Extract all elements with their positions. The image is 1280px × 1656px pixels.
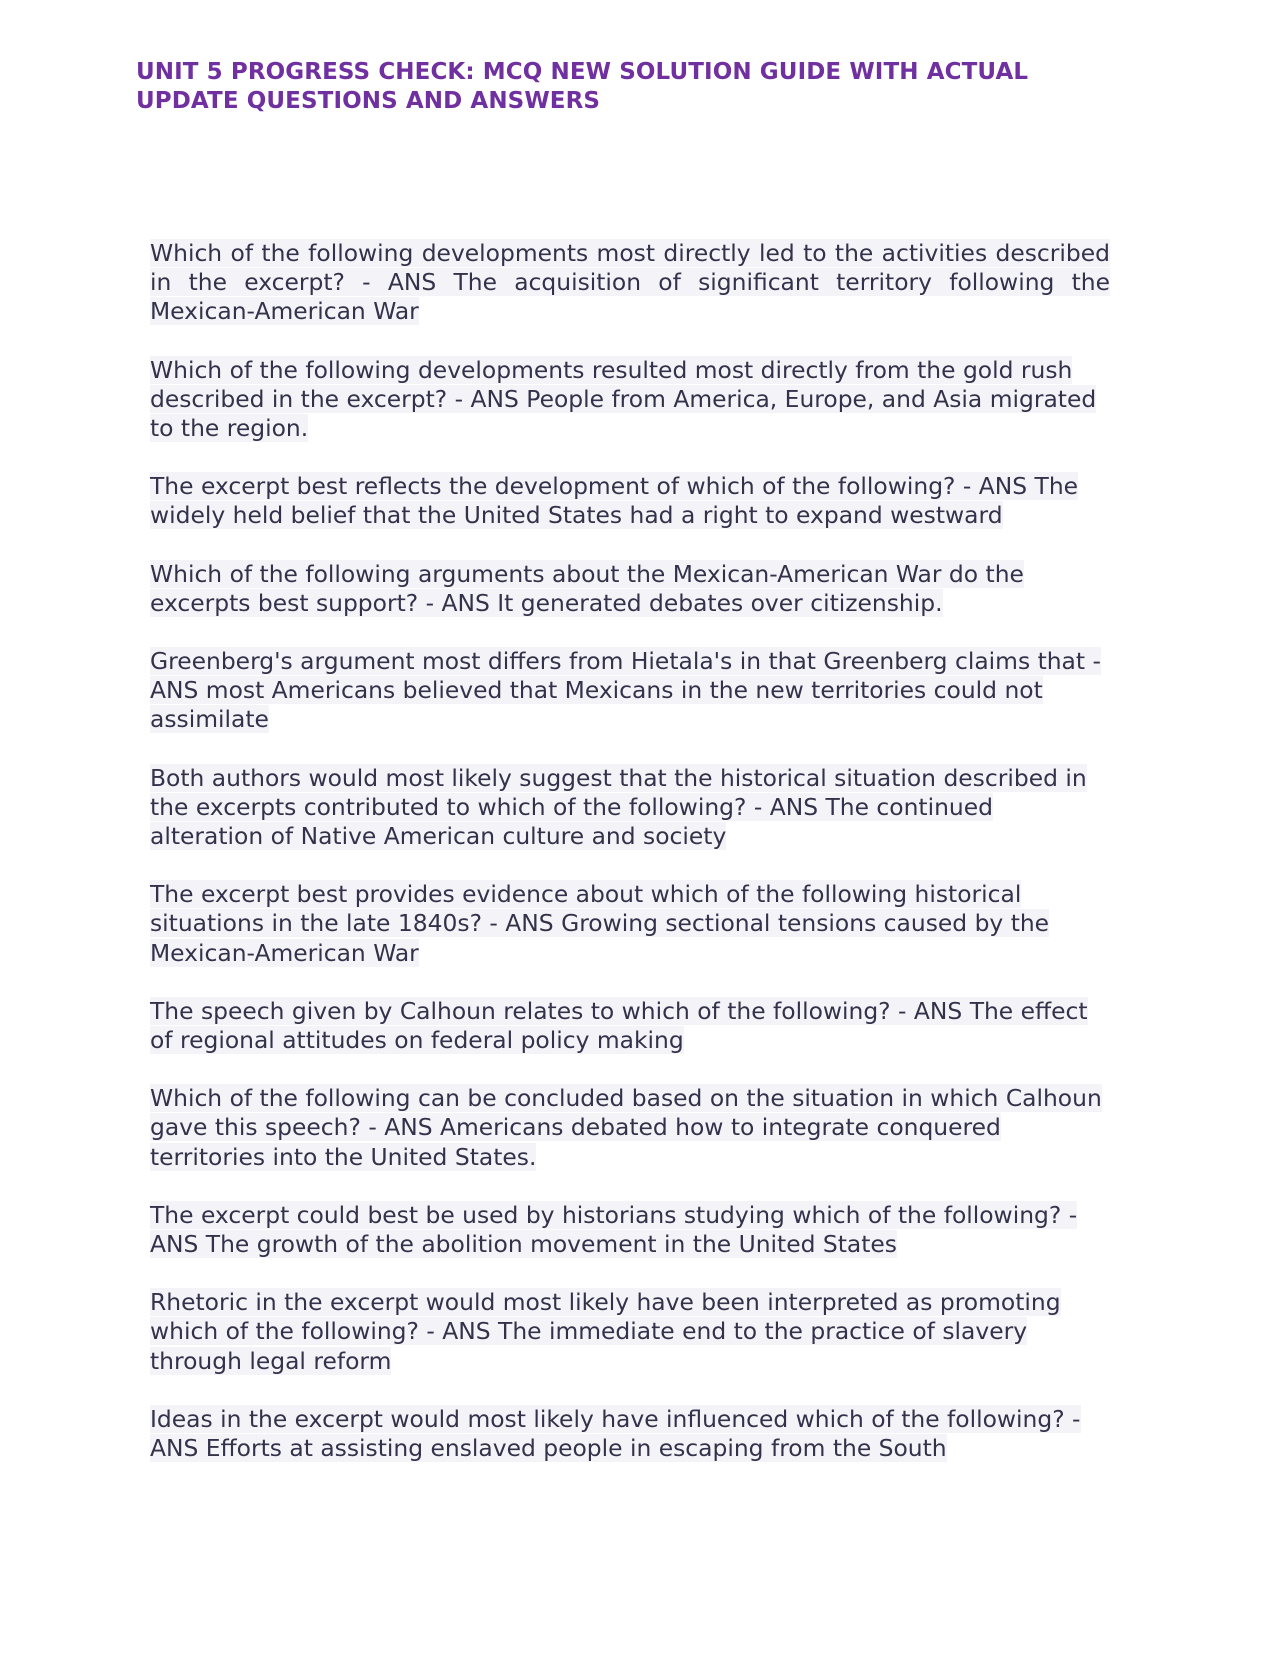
qa-item xyxy=(150,880,1110,968)
qa-item xyxy=(150,997,1110,1055)
qa-item xyxy=(150,560,1110,618)
qa-text: Which of the following can be concluded based on the situation in which Calhoun gave this speech? - ANS Americans debated how to integrate conquered territories into the United States. xyxy=(150,1084,1102,1171)
qa-text: Which of the following developments most directly led to the activities described in the excerpt? - ANS The acquisition of significant territory following the Mexican-American War xyxy=(150,239,1110,326)
qa-item xyxy=(150,239,1110,327)
qa-text: The excerpt best reflects the development of which of the following? - ANS The widely held belief that the United States had a right to expand westward xyxy=(150,472,1079,530)
qa-item xyxy=(150,472,1110,530)
qa-text: The speech given by Calhoun relates to which of the following? - ANS The effect of regional attitudes on federal policy making xyxy=(150,996,1088,1055)
qa-item xyxy=(150,647,1110,735)
qa-text: Which of the following arguments about the Mexican-American War do the excerpts best support? - ANS It generated debates over citizenship. xyxy=(150,559,1024,617)
qa-item xyxy=(150,764,1110,852)
qa-text: The excerpt best provides evidence about which of the following historical situations in the late 1840s? - ANS Growing sectional tensions caused by the Mexican-American War xyxy=(150,880,1050,967)
question-answer-list xyxy=(150,239,1110,1492)
qa-text: Which of the following developments resulted most directly from the gold rush described in the excerpt? - ANS People from America, Europe, and Asia migrated to the region. xyxy=(150,355,1097,443)
qa-item xyxy=(150,1288,1110,1376)
qa-text: Both authors would most likely suggest that the historical situation described in the excerpts contributed to which of the following? - ANS The continued alteration of Native American culture and society xyxy=(150,763,1087,851)
qa-text: Greenberg's argument most differs from Hietala's in that Greenberg claims that - ANS most Americans believed that Mexicans in the new territories could not assimilate xyxy=(150,647,1101,734)
qa-item xyxy=(150,1201,1110,1259)
qa-item xyxy=(150,1084,1110,1172)
qa-item xyxy=(150,356,1110,444)
qa-item xyxy=(150,1405,1110,1463)
document-title: UNIT 5 PROGRESS CHECK: MCQ NEW SOLUTION GUIDE WITH ACTUAL UPDATE QUESTIONS AND ANSWERS xyxy=(136,59,1029,114)
qa-text: The excerpt could best be used by historians studying which of the following? - ANS The growth of the abolition movement in the United States xyxy=(150,1200,1078,1259)
qa-text: Rhetoric in the excerpt would most likely have been interpreted as promoting which of the following? - ANS The immediate end to the practice of slavery through legal reform xyxy=(150,1288,1061,1375)
qa-text: Ideas in the excerpt would most likely have influenced which of the following? - ANS Efforts at assisting enslaved people in escaping from the South xyxy=(150,1404,1081,1463)
